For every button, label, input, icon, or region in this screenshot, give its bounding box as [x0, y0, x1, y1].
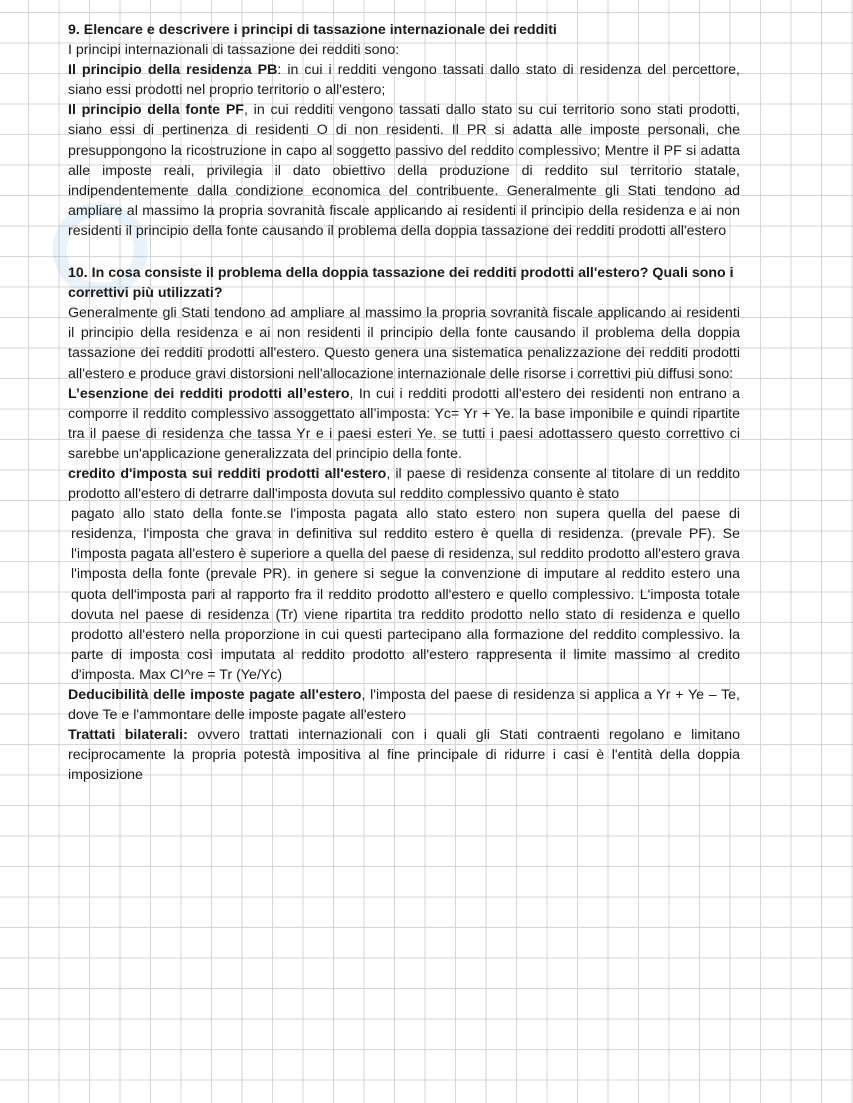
section-gap [68, 241, 740, 263]
q9-title: 9. Elencare e descrivere i principi di tassazione internazionale dei redditi [68, 22, 557, 38]
deduction-text: , l'imposta del paese di residenza si applica a Yr + Ye – Te, dove Te e l'ammontare delle imposte pagate all'estero [68, 687, 740, 724]
q9-residence-paragraph [68, 60, 740, 100]
residence-text: : in cui i redditi vengono tassati dallo stato di residenza del percettore, siano essi prodotti nel proprio territorio o all'estero; [68, 62, 740, 99]
q10-title: 10. In cosa consiste il problema della doppia tassazione dei redditi prodotti all'estero? Quali sono i correttivi più utilizzati? [68, 265, 734, 302]
source-text: , in cui redditi vengono tassati dallo stato su cui territorio sono stati prodotti, siano essi di pertinenza di residenti O di non residenti. Il PR si adatta alle imposte personali, che presuppongono la ricostruzione in capo al soggetto passivo del reddito complessivo; Mentre il PF si adatta alle imposte reali, privilegia il dato obiettivo della produzione di reddito sul territorio statale, indipendentemente dalla condizione economica del contribuente. Generalmente gli Stati tendono ad ampliare al massimo la propria sovranità fiscale applicando ai residenti il principio della residenza e ai non residenti il principio della fonte causando il problema della doppia tassazione dei redditi prodotti all'estero [68, 102, 740, 239]
q9-source-paragraph [68, 100, 740, 241]
source-label: Il principio della fonte PF [68, 102, 244, 119]
exemption-label: L’esenzione dei redditi prodotti all’estero [68, 385, 350, 402]
q9-intro: I principi internazionali di tassazione dei redditi sono: [68, 42, 400, 59]
credit-label: credito d'imposta sui redditi prodotti all'estero [68, 465, 387, 482]
document-page [68, 20, 740, 785]
exemption-paragraph [68, 384, 740, 464]
treaties-paragraph [68, 725, 740, 785]
treaties-label: Trattati bilaterali: [68, 727, 188, 744]
credit-continuation: pagato allo stato della fonte.se l'imposta pagata allo stato estero non supera quella del paese di residenza, l'imposta che grava in definitiva sul reddito estero è quella di residenza. (prevale PF). Se l'imposta pagata all'estero è superiore a quella del paese di residenza, sul reddito prodotto all'estero grava l'imposta della fonte (prevale PR). in genere si segue la convenzione di imputare al reddito estero una quota dell'imposta pari al rapporto fra il reddito prodotto all'estero e quello complessivo. L'imposta totale dovuta nel paese di residenza (Tr) viene ripartita tra reddito prodotto nello stato di residenza e quello prodotto all'estero nella proporzione in cui questi partecipano alla formazione del reddito complessivo. la parte di imposta così imputata al reddito prodotto all'estero rappresenta il limite massimo al credito d'imposta. Max CI^re = Tr (Ye/Yc) [71, 506, 740, 683]
deduction-label: Deducibilità delle imposte pagate all'estero [68, 687, 362, 703]
credit-paragraph [68, 464, 740, 504]
credit-text: , il paese di residenza consente al titolare di un reddito prodotto all'estero di detrarre dall'imposta dovuta sul reddito complessivo quanto è stato [68, 465, 740, 503]
treaties-text: ovvero trattati internazionali con i quali gli Stati contraenti regolano e limitano reciprocamente la propria potestà impositiva al fine principale di ridurre i casi è l'entità della doppia imposizione [68, 727, 740, 784]
residence-label: Il principio della residenza PB [68, 62, 278, 79]
q10-intro: Generalmente gli Stati tendono ad ampliare al massimo la propria sovranità fiscale applicando ai residenti il principio della residenza e ai non residenti il principio della fonte causando il problema della doppia tassazione dei redditi prodotti all'estero. Questo genera una sistematica penalizzazione dei redditi prodotti all'estero e produce gravi distorsioni nell'allocazione internazionale delle risorse i correttivi più diffusi sono: [68, 305, 740, 382]
deduction-paragraph [68, 685, 740, 725]
exemption-text: , In cui i redditi prodotti all'estero dei residenti non entrano a comporre il reddito complessivo assoggettato all’imposta: Yc= Yr + Ye. la base imponibile e quindi ripartite tra il paese di residenza che tassa Yr e i paesi esteri Ye. se tutti i paesi adottassero questo correttivo ci sarebbe un'applicazione generalizzata del principio della fonte. [68, 385, 740, 462]
